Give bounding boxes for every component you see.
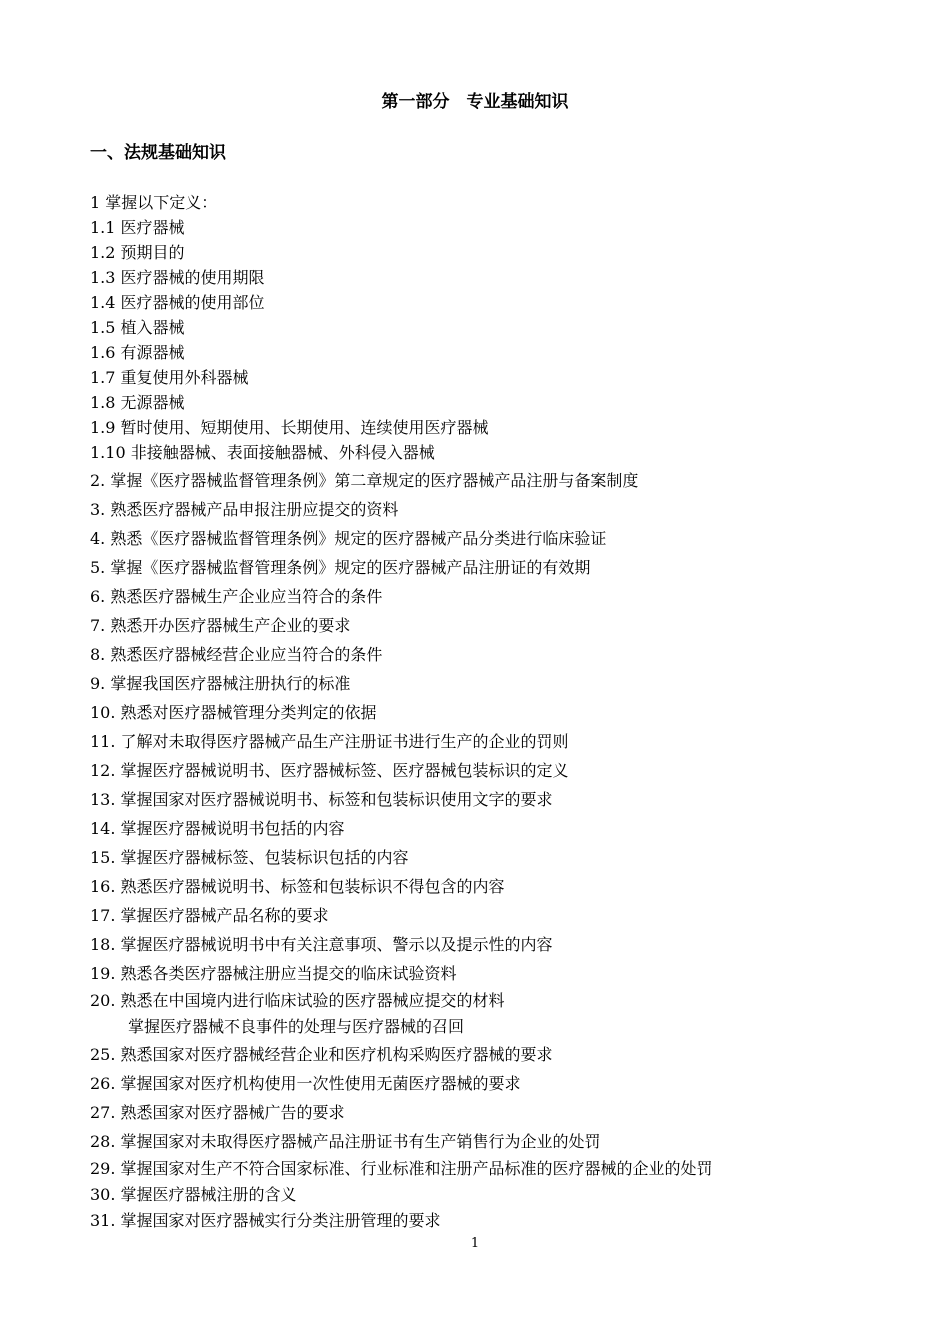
- list-item: 15. 掌握医疗器械标签、包装标识包括的内容: [90, 848, 409, 867]
- list-item: 3. 熟悉医疗器械产品申报注册应提交的资料: [90, 500, 399, 519]
- list-item: 12. 掌握医疗器械说明书、医疗器械标签、医疗器械包装标识的定义: [90, 761, 569, 780]
- list-item: 9. 掌握我国医疗器械注册执行的标准: [90, 674, 351, 693]
- definition-item: 1.10 非接触器械、表面接触器械、外科侵入器械: [90, 443, 435, 462]
- list-item: 26. 掌握国家对医疗机构使用一次性使用无菌医疗器械的要求: [90, 1074, 521, 1093]
- list-item: 5. 掌握《医疗器械监督管理条例》规定的医疗器械产品注册证的有效期: [90, 558, 591, 577]
- definition-item: 1.9 暂时使用、短期使用、长期使用、连续使用医疗器械: [90, 418, 489, 437]
- list-item: 27. 熟悉国家对医疗器械广告的要求: [90, 1103, 345, 1122]
- list-item: 30. 掌握医疗器械注册的含义: [90, 1185, 297, 1204]
- list-item: 4. 熟悉《医疗器械监督管理条例》规定的医疗器械产品分类进行临床验证: [90, 529, 607, 548]
- list-item: 18. 掌握医疗器械说明书中有关注意事项、警示以及提示性的内容: [90, 935, 553, 954]
- definition-list: [90, 190, 489, 465]
- list-item: 17. 掌握医疗器械产品名称的要求: [90, 906, 329, 925]
- definition-item: 1 掌握以下定义：: [90, 193, 218, 212]
- list-item: 20. 熟悉在中国境内进行临床试验的医疗器械应提交的材料: [90, 991, 505, 1010]
- page-title: 第一部分 专业基础知识: [381, 92, 569, 112]
- list-item: 7. 熟悉开办医疗器械生产企业的要求: [90, 616, 351, 635]
- list-item: 25. 熟悉国家对医疗器械经营企业和医疗机构采购医疗器械的要求: [90, 1045, 553, 1064]
- list-item: 31. 掌握国家对医疗器械实行分类注册管理的要求: [90, 1211, 441, 1230]
- definition-item: 1.8 无源器械: [90, 393, 185, 412]
- definition-item: 1.4 医疗器械的使用部位: [90, 293, 265, 312]
- definition-item: 1.6 有源器械: [90, 343, 185, 362]
- list-item: 14. 掌握医疗器械说明书包括的内容: [90, 819, 345, 838]
- definition-item: 1.2 预期目的: [90, 243, 185, 262]
- definition-item: 1.7 重复使用外科器械: [90, 368, 249, 387]
- definition-item: 1.5 植入器械: [90, 318, 185, 337]
- list-item: 2. 掌握《医疗器械监督管理条例》第二章规定的医疗器械产品注册与备案制度: [90, 471, 639, 490]
- list-item: 11. 了解对未取得医疗器械产品生产注册证书进行生产的企业的罚则: [90, 732, 569, 751]
- list-item: 28. 掌握国家对未取得医疗器械产品注册证书有生产销售行为企业的处罚: [90, 1132, 601, 1151]
- definition-item: 1.3 医疗器械的使用期限: [90, 268, 265, 287]
- list-item: 8. 熟悉医疗器械经营企业应当符合的条件: [90, 645, 383, 664]
- list-item: 19. 熟悉各类医疗器械注册应当提交的临床试验资料: [90, 964, 457, 983]
- section-heading: 一、法规基础知识: [90, 143, 226, 163]
- list-item: 13. 掌握国家对医疗器械说明书、标签和包装标识使用文字的要求: [90, 790, 553, 809]
- list-item: 掌握医疗器械不良事件的处理与医疗器械的召回: [128, 1017, 465, 1036]
- list-item: 29. 掌握国家对生产不符合国家标准、行业标准和注册产品标准的医疗器械的企业的处罚: [90, 1159, 713, 1178]
- definition-item: 1.1 医疗器械: [90, 218, 185, 237]
- knowledge-item-list: [90, 466, 713, 1234]
- list-item: 16. 熟悉医疗器械说明书、标签和包装标识不得包含的内容: [90, 877, 505, 896]
- page-number: 1: [470, 1236, 480, 1251]
- list-item: 6. 熟悉医疗器械生产企业应当符合的条件: [90, 587, 383, 606]
- list-item: 10. 熟悉对医疗器械管理分类判定的依据: [90, 703, 377, 722]
